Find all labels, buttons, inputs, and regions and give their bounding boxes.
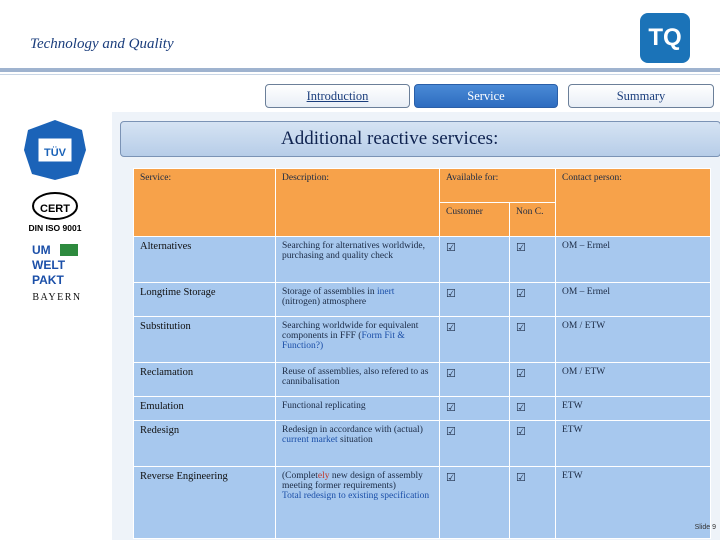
section-banner: [120, 121, 720, 157]
table-row: [134, 317, 711, 363]
row-description: Searching for alternatives worldwide, purchasing and quality check: [276, 237, 440, 283]
tuv-badge-label: TÜV: [44, 147, 66, 159]
row-description: Redesign in accordance with (actual) current market situation: [276, 421, 440, 467]
services-table: [133, 168, 711, 539]
table-header-row: [134, 169, 711, 203]
customer-check-icon: ☑: [440, 467, 510, 539]
row-contact: OM – Ermel: [556, 283, 711, 317]
umweltpakt-logo-icon: [30, 242, 82, 288]
row-service: Emulation: [134, 397, 276, 421]
row-contact: OM / ETW: [556, 363, 711, 397]
row-description: (Completely new design of assembly meeting former requirements) Total redesign to existing specification: [276, 467, 440, 539]
header-divider: [0, 68, 720, 72]
din-label: DIN ISO 9001: [28, 223, 82, 233]
customer-check-icon: ☑: [440, 237, 510, 283]
row-description: Functional replicating: [276, 397, 440, 421]
row-contact: ETW: [556, 397, 711, 421]
tab-summary[interactable]: Summary: [568, 84, 714, 108]
row-service: Reverse Engineering: [134, 467, 276, 539]
header-nonc: Non C.: [510, 203, 556, 237]
um-line-1: UM: [32, 243, 51, 257]
row-contact: OM / ETW: [556, 317, 711, 363]
customer-check-icon: ☑: [440, 397, 510, 421]
customer-check-icon: ☑: [440, 283, 510, 317]
table-row: [134, 397, 711, 421]
cert-badge-label: CERT: [40, 203, 70, 215]
company-logo: TQ: [640, 13, 690, 63]
row-service: Longtime Storage: [134, 283, 276, 317]
bayern-label: BAYERN: [32, 292, 82, 303]
row-contact: ETW: [556, 467, 711, 539]
table-row: [134, 283, 711, 317]
tab-service[interactable]: Service: [414, 84, 558, 108]
customer-check-icon: ☑: [440, 421, 510, 467]
header-available: Available for:: [440, 169, 556, 203]
row-description: Storage of assemblies in inert (nitrogen) atmosphere: [276, 283, 440, 317]
row-service: Redesign: [134, 421, 276, 467]
customer-check-icon: ☑: [440, 317, 510, 363]
header-description: Description:: [276, 169, 440, 237]
nonc-check-icon: ☑: [510, 467, 556, 539]
row-description-extra: Total redesign to existing specification: [282, 491, 430, 501]
nonc-check-icon: ☑: [510, 237, 556, 283]
table-row: [134, 363, 711, 397]
cert-badge-icon: [22, 188, 88, 234]
row-contact: OM – Ermel: [556, 237, 711, 283]
header-contact: Contact person:: [556, 169, 711, 237]
um-line-3: PAKT: [32, 273, 64, 287]
row-description: Reuse of assemblies, also refered to as cannibalisation: [276, 363, 440, 397]
table-row: [134, 237, 711, 283]
header-customer: Customer: [440, 203, 510, 237]
row-contact: ETW: [556, 421, 711, 467]
nonc-check-icon: ☑: [510, 363, 556, 397]
header-title: Technology and Quality: [30, 36, 174, 52]
row-service: Reclamation: [134, 363, 276, 397]
um-line-2: WELT: [32, 258, 66, 272]
customer-check-icon: ☑: [440, 363, 510, 397]
row-service: Substitution: [134, 317, 276, 363]
nonc-check-icon: ☑: [510, 317, 556, 363]
header-service: Service:: [134, 169, 276, 237]
row-description: Searching worldwide for equivalent components in FFF (Form Fit & Function?): [276, 317, 440, 363]
nonc-check-icon: ☑: [510, 283, 556, 317]
tab-introduction[interactable]: Introduction: [265, 84, 410, 108]
tuv-badge-icon: [22, 118, 88, 182]
table-row: [134, 467, 711, 539]
section-title: Additional reactive services:: [281, 128, 499, 149]
slide-number: Slide 9: [694, 524, 716, 531]
nonc-check-icon: ☑: [510, 397, 556, 421]
header-divider-thin: [0, 74, 720, 75]
table-row: [134, 421, 711, 467]
nonc-check-icon: ☑: [510, 421, 556, 467]
row-service: Alternatives: [134, 237, 276, 283]
